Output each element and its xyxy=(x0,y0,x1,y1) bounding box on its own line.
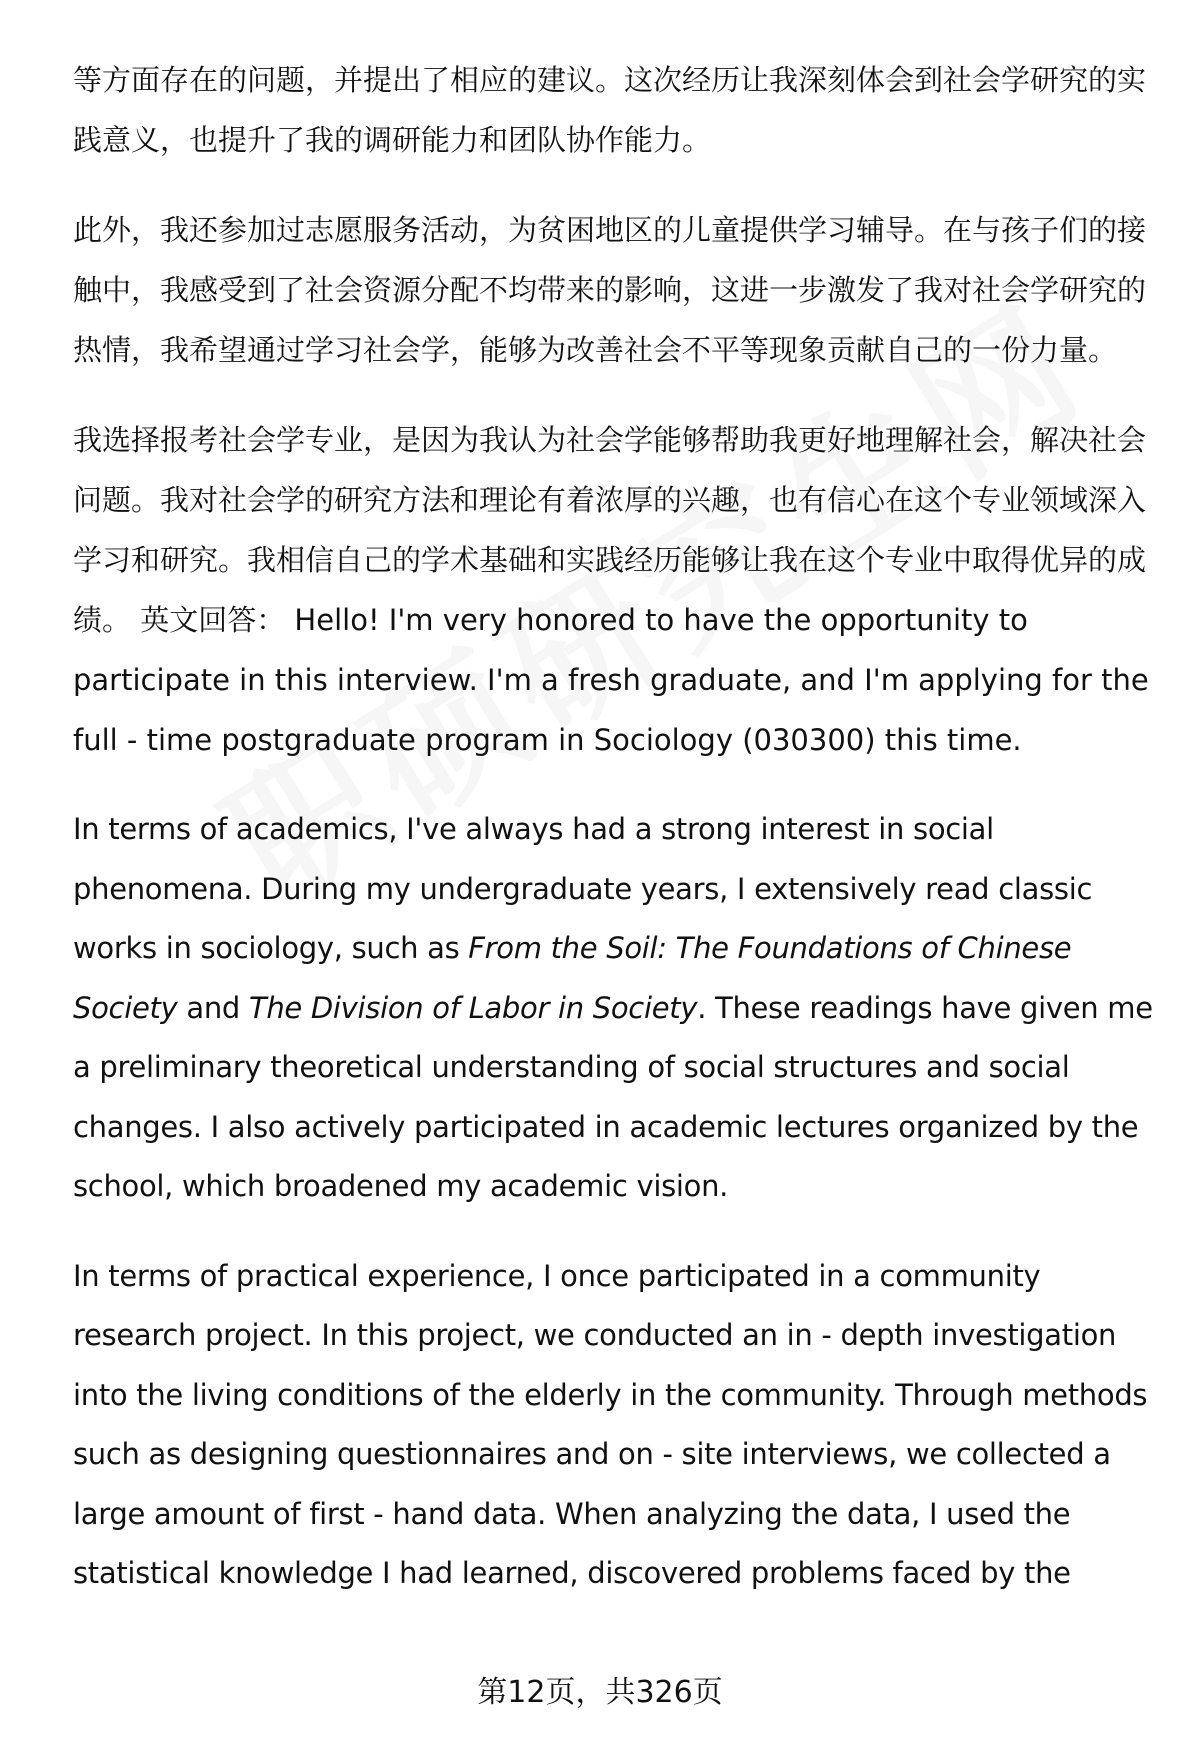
paragraph-4-text-a: In terms of academics, I've always had a strong interest in social phenomena. During my undergraduate years, I extensively read classic works in sociology, such as xyxy=(73,812,1093,965)
book-title-division-of-labor: The Division of Labor in Society xyxy=(248,990,698,1025)
page-number: 第12页，共326页 xyxy=(477,1675,723,1710)
paragraph-4-text-c: . These readings have given me a preliminary theoretical understanding of social structures and social changes. I also actively participated in academic lectures organized by the school, which broadened my academic vision. xyxy=(73,990,1153,1203)
paragraph-5: In terms of practical experience, I once participated in a community research project. In this project, we conducted an in - depth investigation into the living conditions of the elderly in the community. Through methods such as designing questionnaires and on - site interviews, we collected a large amount of first - hand data. When analyzing the data, I used the statistical knowledge I had learned, discovered problems faced by the xyxy=(73,1258,1148,1590)
paragraph-4 xyxy=(73,800,1163,1217)
paragraph-4-text-b: and xyxy=(177,990,249,1025)
book-title-from-the-soil: From the Soil: The Foundations of Chinese Society xyxy=(73,931,1072,1025)
paragraph-3: 我选择报考社会学专业，是因为我认为社会学能够帮助我更好地理解社会，解决社会问题。我对社会学的研究方法和理论有着浓厚的兴趣，也有信心在这个专业领域深入学习和研究。我相信自己的学术基础和实践经历能够让我在这个专业中取得优异的成绩。 英文回答： Hello! I'm very honored to have the opportunity to participate in this interview. I'm a fresh graduate, and I'm applying for the full - time postgraduate program in Sociology (030300) this time. xyxy=(73,423,1149,757)
document-body xyxy=(73,50,1163,1634)
paragraph-2: 此外，我还参加过志愿服务活动，为贫困地区的儿童提供学习辅导。在与孩子们的接触中，我感受到了社会资源分配不均带来的影响，这进一步激发了我对社会学研究的热情，我希望通过学习社会学，能够为改善社会不平等现象贡献自己的一份力量。 xyxy=(73,213,1147,367)
paragraph-1: 等方面存在的问题，并提出了相应的建议。这次经历让我深刻体会到社会学研究的实践意义，也提升了我的调研能力和团队协作能力。 xyxy=(73,63,1147,157)
